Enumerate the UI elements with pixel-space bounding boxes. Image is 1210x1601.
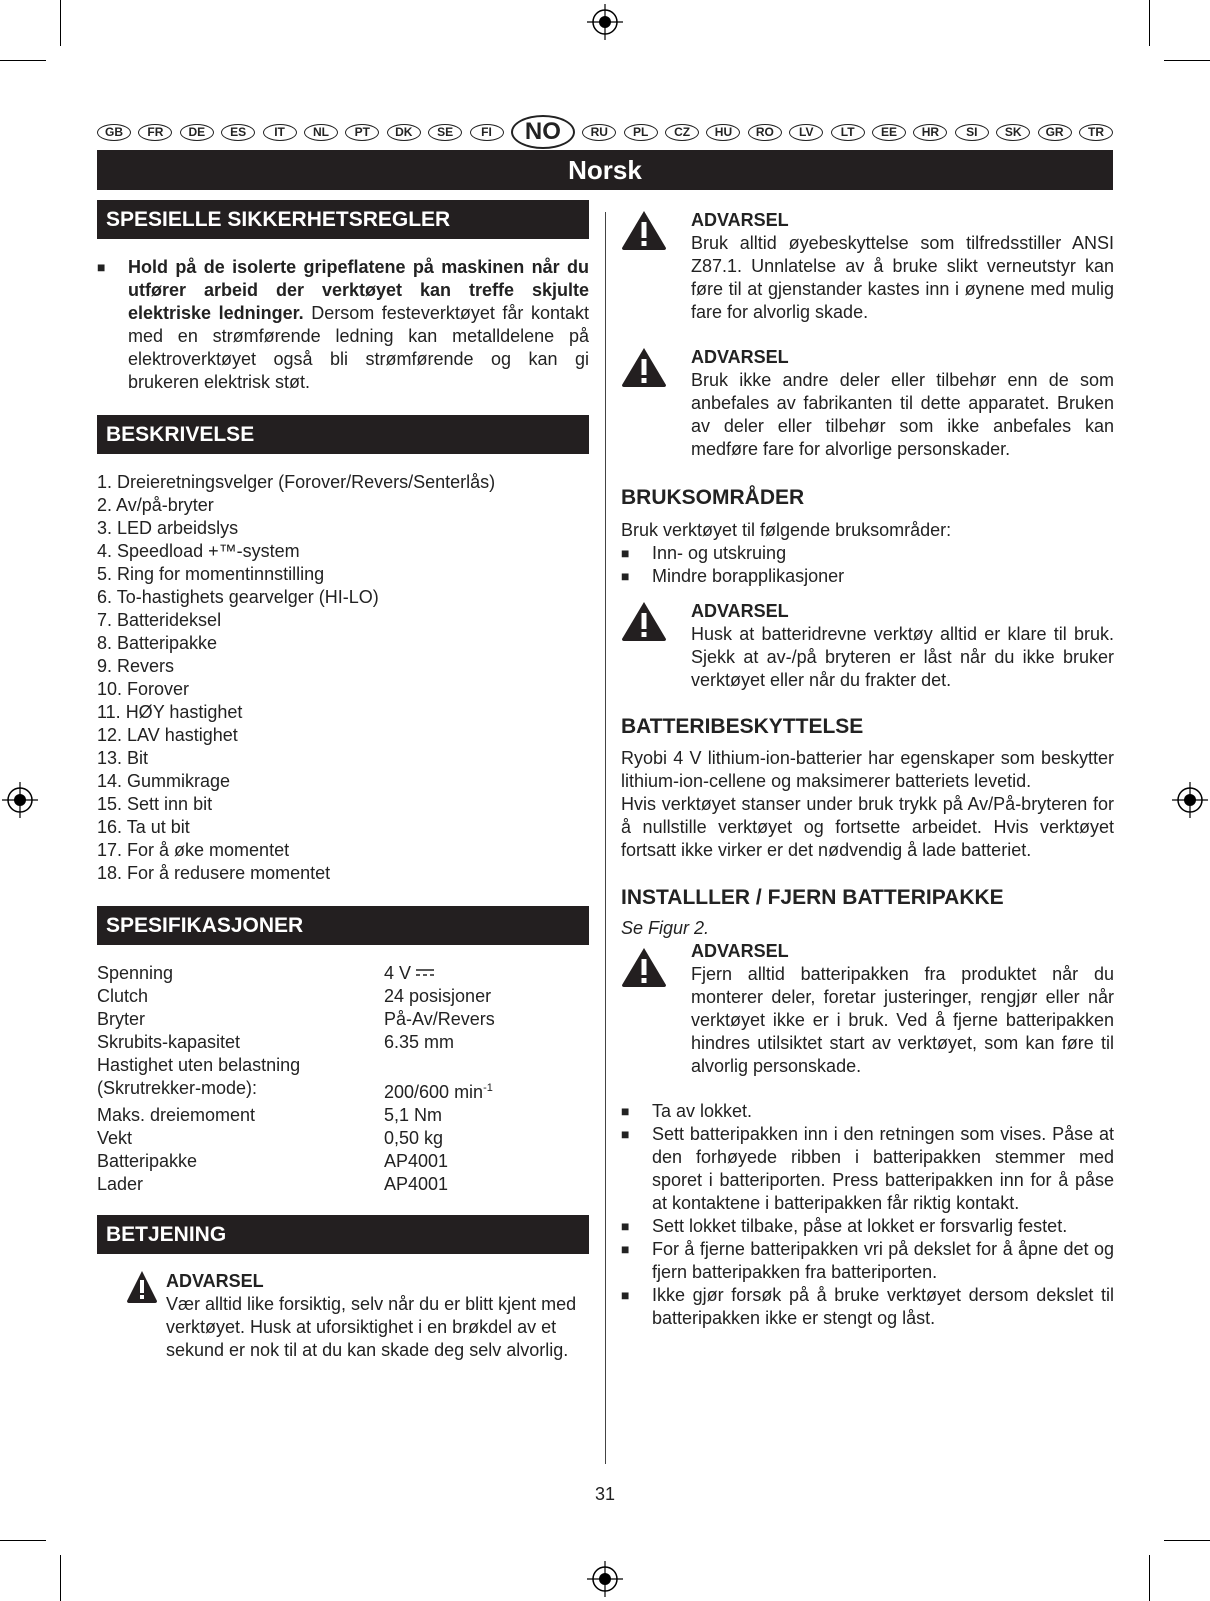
list-item <box>621 542 1114 565</box>
warning-block <box>97 1270 589 1362</box>
language-badge-cz: CZ <box>665 124 699 141</box>
list-item: 10. Forover <box>97 679 190 699</box>
list-item-text: Ikke gjør forsøk på å bruke verktøyet dersom dekslet til batteripakken ikke er stengt og låst. <box>652 1285 1114 1328</box>
spec-value <box>384 985 491 1008</box>
bullet-square-icon: ■ <box>621 545 630 561</box>
spec-row <box>97 1077 589 1104</box>
crop-mark <box>1164 1540 1210 1541</box>
warning-block <box>621 209 1114 324</box>
section-heading-safety: SPESIELLE SIKKERHETSREGLER <box>97 200 589 239</box>
list-item <box>621 1284 1114 1330</box>
spec-value-text: 6.35 mm <box>384 1032 455 1052</box>
language-banner <box>97 150 1113 190</box>
list-item: 6. To-hastighets gearvelger (HI-LO) <box>97 587 379 607</box>
list-item: 3. LED arbeidslys <box>97 518 239 538</box>
spec-value <box>384 1008 495 1031</box>
crop-mark <box>1149 1555 1150 1601</box>
spec-value <box>384 1127 443 1150</box>
spec-label: Batteripakke <box>97 1151 198 1171</box>
spec-value <box>384 1077 493 1104</box>
crop-mark <box>0 60 46 61</box>
bullet-square-icon: ■ <box>621 1218 630 1234</box>
language-badge-it: IT <box>263 124 297 141</box>
list-item: 11. HØY hastighet <box>97 702 243 722</box>
warning-title: ADVARSEL <box>691 941 789 961</box>
install-steps-list <box>621 1100 1114 1330</box>
list-item-text: For å fjerne batteripakken vri på dekslet for å åpne det og fjern batteripakken fra batteriporten. <box>652 1239 1114 1282</box>
list-item: 15. Sett inn bit <box>97 794 213 814</box>
warning-text: Bruk ikke andre deler eller tilbehør enn de som anbefales av fabrikanten til dette apparatet. Bruken av deler eller tilbehør som ikke anbefales kan medføre fare for alvorlige personskader. <box>691 370 1114 459</box>
list-item: 17. For å øke momentet <box>97 840 290 860</box>
list-item: 14. Gummikrage <box>97 771 231 791</box>
warning-title: ADVARSEL <box>691 210 789 230</box>
spec-row <box>97 1127 589 1150</box>
language-badge-lt: LT <box>831 124 865 141</box>
registration-mark-icon <box>2 782 38 818</box>
figure-reference: Se Figur 2. <box>621 918 710 938</box>
spec-label: Hastighet uten belastning <box>97 1055 301 1075</box>
language-badge-si: SI <box>955 124 989 141</box>
list-item: 18. For å redusere momentet <box>97 863 331 883</box>
bullet-square-icon: ■ <box>621 1126 630 1142</box>
language-badge-ee: EE <box>872 124 906 141</box>
list-item: 9. Revers <box>97 656 175 676</box>
spec-value-text: 0,50 kg <box>384 1128 444 1148</box>
list-item <box>621 1238 1114 1284</box>
warning-title: ADVARSEL <box>691 601 789 621</box>
language-badge-pt: PT <box>345 124 379 141</box>
crop-mark <box>0 1540 46 1541</box>
spec-row <box>97 962 589 985</box>
crop-mark <box>60 0 61 46</box>
warning-triangle-icon <box>621 346 691 461</box>
spec-label: Bryter <box>97 1009 146 1029</box>
spec-label: Skrubits-kapasitet <box>97 1032 241 1052</box>
language-badge-pl: PL <box>624 124 658 141</box>
list-item: 16. Ta ut bit <box>97 817 190 837</box>
language-badge-hr: HR <box>913 124 947 141</box>
section-heading-applications: BRUKSOMRÅDER <box>621 486 805 509</box>
language-selector <box>97 113 1113 151</box>
left-column <box>97 200 589 1362</box>
section-heading-install: INSTALLLER / FJERN BATTERIPAKKE <box>621 886 1004 909</box>
crop-mark <box>60 1555 61 1601</box>
safety-rule-bold: Hold på de isolerte gripeflatene på maskinen når du utfører arbeid der verktøyet kan treffe skjulte elektriske ledninger. <box>128 257 589 323</box>
warning-triangle-icon <box>621 600 691 692</box>
language-badge-sk: SK <box>996 124 1030 141</box>
list-item: 5. Ring for momentinnstilling <box>97 564 325 584</box>
registration-mark-icon <box>587 4 623 40</box>
warning-block <box>621 940 1114 1078</box>
list-item <box>621 1123 1114 1215</box>
safety-rule-text: Dersom festeverktøyet får kontakt med en strømførende ledning kan metalldelene på elektroverktøyet også bli strømførende og kan gi brukeren elektrisk støt. <box>128 303 589 392</box>
applications-list <box>621 542 1114 588</box>
bullet-square-icon: ■ <box>621 1241 630 1257</box>
list-item: 8. Batteripakke <box>97 633 218 653</box>
column-divider <box>605 212 606 1464</box>
spec-value-exponent: -1 <box>483 1082 493 1094</box>
warning-text: Bruk alltid øyebeskyttelse som tilfredsstiller ANSI Z87.1. Unnlatelse av å bruke slikt verneutstyr kan føre til at gjenstander kastes inn i øynene med mulig fare for alvorlig skade. <box>691 233 1114 322</box>
warning-triangle-icon <box>621 940 691 1078</box>
spec-row <box>97 1008 589 1031</box>
spec-value <box>384 1150 448 1173</box>
list-item: 12. LAV hastighet <box>97 725 238 745</box>
safety-rule <box>97 256 589 394</box>
list-item <box>621 1100 1114 1123</box>
spec-row <box>97 1031 589 1054</box>
spec-label: Vekt <box>97 1128 133 1148</box>
specifications-table <box>97 962 589 1196</box>
list-item: 13. Bit <box>97 748 149 768</box>
dc-symbol-icon <box>411 963 435 983</box>
spec-value-text: 5,1 Nm <box>384 1105 443 1125</box>
bullet-square-icon: ■ <box>97 259 106 275</box>
list-item: 2. Av/på-bryter <box>97 495 214 515</box>
battery-protection-paragraph: Ryobi 4 V lithium-ion-batterier har egenskaper som beskytter lithium-ion-cellene og maksimerer batteriets levetid. <box>621 748 1114 791</box>
section-heading-operation: BETJENING <box>97 1215 589 1254</box>
section-heading-description: BESKRIVELSE <box>97 415 589 454</box>
spec-row <box>97 1054 589 1077</box>
warning-title: ADVARSEL <box>166 1271 264 1291</box>
section-heading-battery-protection: BATTERIBESKYTTELSE <box>621 715 864 738</box>
warning-block <box>621 346 1114 461</box>
warning-block <box>621 600 1114 692</box>
spec-value-text: 4 V <box>384 963 412 983</box>
list-item-text: Sett batteripakken inn i den retningen som vises. Påse at den forhøyede ribben i batteripakken stemmer med sporet i batteriporten. Press batteripakken inn for å påse at kontaktene i batteripakken får riktig kontakt. <box>652 1124 1114 1213</box>
section-heading-specifications: SPESIFIKASJONER <box>97 906 589 945</box>
spec-value-text: AP4001 <box>384 1174 449 1194</box>
language-badge-fi: FI <box>470 124 504 141</box>
warning-text: Vær alltid like forsiktig, selv når du er blitt kjent med verktøyet. Husk at uforsiktighet i en brøkdel av et sekund er nok til at du kan skade deg selv alvorlig. <box>166 1294 577 1360</box>
warning-text: Fjern alltid batteripakken fra produktet når du monterer deler, foretar justeringer, rengjør eller når verktøyet ikke er i bruk. Ved å fjerne batteripakken hindres utilsiktet start av verktøyet, som kan føre til alvorlig personskade. <box>691 964 1114 1076</box>
battery-protection-paragraph: Hvis verktøyet stanser under bruk trykk på Av/På-bryteren for å nullstille verktøyet og fortsette arbeidet. Hvis verktøyet fortsatt ikke virker er det nødvendig å lade batteriet. <box>621 794 1114 860</box>
list-item-text: Sett lokket tilbake, påse at lokket er forsvarlig festet. <box>652 1216 1068 1236</box>
spec-value <box>384 1031 454 1054</box>
spec-value <box>384 1173 448 1196</box>
spec-value-text: 24 posisjoner <box>384 986 492 1006</box>
list-item: 4. Speedload +™-system <box>97 541 300 561</box>
bullet-square-icon: ■ <box>621 1103 630 1119</box>
spec-row <box>97 985 589 1008</box>
language-badge-dk: DK <box>387 124 421 141</box>
language-badge-hu: HU <box>706 124 740 141</box>
list-item-text: Inn- og utskruing <box>652 543 787 563</box>
language-badge-nl: NL <box>304 124 338 141</box>
language-badge-de: DE <box>180 124 214 141</box>
spec-value <box>384 962 435 985</box>
description-list <box>97 471 589 885</box>
list-item-text: Ta av lokket. <box>652 1101 753 1121</box>
list-item <box>621 1215 1114 1238</box>
language-badge-tr: TR <box>1079 124 1113 141</box>
applications-intro: Bruk verktøyet til følgende bruksområder: <box>621 520 952 540</box>
language-badge-ru: RU <box>582 124 616 141</box>
language-badge-ro: RO <box>748 124 782 141</box>
spec-row <box>97 1104 589 1127</box>
language-badge-se: SE <box>428 124 462 141</box>
spec-label: Lader <box>97 1174 144 1194</box>
list-item-text: Mindre borapplikasjoner <box>652 566 845 586</box>
language-badge-fr: FR <box>138 124 172 141</box>
registration-mark-icon <box>587 1561 623 1597</box>
list-item: 1. Dreieretningsvelger (Forover/Revers/Senterlås) <box>97 472 496 492</box>
crop-mark <box>1164 60 1210 61</box>
warning-triangle-icon <box>621 209 691 324</box>
list-item: 7. Batterideksel <box>97 610 222 630</box>
registration-mark-icon <box>1172 782 1208 818</box>
crop-mark <box>1149 0 1150 46</box>
bullet-square-icon: ■ <box>621 1287 630 1303</box>
spec-value-text: AP4001 <box>384 1151 449 1171</box>
spec-row <box>97 1173 589 1196</box>
spec-value-text: På-Av/Revers <box>384 1009 495 1029</box>
warning-text: Husk at batteridrevne verktøy alltid er klare til bruk. Sjekk at av-/på bryteren er låst når du ikke bruker verktøyet eller når du frakter det. <box>691 624 1114 690</box>
spec-value <box>384 1104 442 1127</box>
right-column <box>621 200 1114 1330</box>
language-badge-es: ES <box>221 124 255 141</box>
language-badge-no: NO <box>511 115 575 149</box>
language-badge-lv: LV <box>789 124 823 141</box>
warning-triangle-icon <box>126 1270 166 1362</box>
spec-value-text: 200/600 min <box>384 1082 484 1102</box>
bullet-square-icon: ■ <box>621 568 630 584</box>
spec-label: (Skrutrekker-mode): <box>97 1078 258 1098</box>
language-badge-gb: GB <box>97 124 131 141</box>
banner-title: Norsk <box>568 154 642 185</box>
spec-label: Spenning <box>97 963 174 983</box>
spec-label: Maks. dreiemoment <box>97 1105 256 1125</box>
warning-title: ADVARSEL <box>691 347 789 367</box>
page-number: 31 <box>594 1484 616 1504</box>
language-badge-gr: GR <box>1038 124 1072 141</box>
list-item <box>621 565 1114 588</box>
spec-row <box>97 1150 589 1173</box>
spec-label: Clutch <box>97 986 149 1006</box>
